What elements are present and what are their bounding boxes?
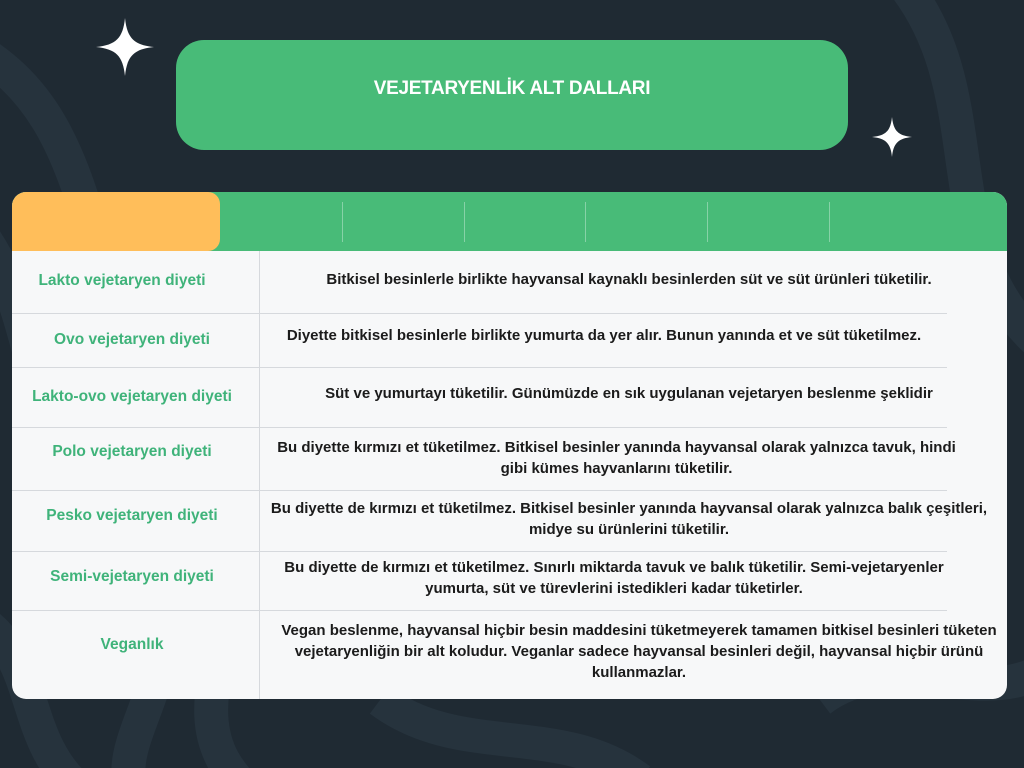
title-banner: [176, 40, 848, 150]
row-divider: [12, 427, 259, 428]
row-description: Bu diyette de kırmızı et tüketilmez. Bitkisel besinler yanında hayvansal olarak yalnızca balık çeşitleri, midye su ürünlerini tüketilir.: [270, 500, 988, 538]
row-label: Veganlık: [100, 635, 164, 653]
row-label: Semi-vejetaryen diyeti: [50, 567, 214, 585]
row-description: Bu diyette de kırmızı et tüketilmez. Sınırlı miktarda tavuk ve balık tüketilir. Semi-vejetaryenler yumurta, süt ve türevlerini istedikleri kadar tüketirler.: [284, 559, 944, 597]
header-accent: [12, 192, 220, 251]
row-description: Vegan beslenme, hayvansal hiçbir besin maddesini tüketmeyerek tamamen bitkisel besinleri tüketen vejetaryenliğin bir alt koludur. Veganlar sadece hayvansal besinleri değil, hayvansal hiçbir ürünü kullanmazlar.: [281, 622, 997, 681]
row-label: Pesko vejetaryen diyeti: [46, 506, 218, 524]
row-divider: [12, 610, 259, 611]
page-title: VEJETARYENLİK ALT DALLARI: [373, 78, 651, 99]
row-description: Süt ve yumurtayı tüketilir. Günümüzde en sık uygulanan vejetaryen beslenme şeklidir: [325, 385, 933, 402]
header-divider: [829, 202, 830, 242]
row-divider: [259, 490, 947, 491]
row-label: Lakto vejetaryen diyeti: [38, 271, 206, 289]
diet-table: [12, 192, 1007, 699]
row-divider: [259, 610, 947, 611]
row-divider: [259, 427, 947, 428]
row-description: Bu diyette kırmızı et tüketilmez. Bitkisel besinler yanında hayvansal olarak yalnızca tavuk, hindi gibi kümes hayvanlarını tüketilir.: [277, 439, 956, 477]
sparkle-icon: [872, 117, 912, 157]
header-divider: [585, 202, 586, 242]
row-label: Ovo vejetaryen diyeti: [54, 330, 210, 348]
row-divider: [12, 551, 259, 552]
row-description: Diyette bitkisel besinlerle birlikte yumurta da yer alır. Bunun yanında et ve süt tüketilmez.: [286, 327, 922, 344]
row-divider: [259, 551, 947, 552]
row-description: Bitkisel besinlerle birlikte hayvansal kaynaklı besinlerden süt ve süt ürünleri tüketilir.: [326, 271, 932, 288]
sparkle-icon: [96, 18, 154, 76]
row-label: Lakto-ovo vejetaryen diyeti: [32, 387, 232, 405]
table-header: [12, 192, 1007, 251]
row-divider: [12, 367, 259, 368]
row-divider: [259, 313, 947, 314]
row-divider: [259, 367, 947, 368]
header-divider: [707, 202, 708, 242]
header-divider: [464, 202, 465, 242]
header-divider: [342, 202, 343, 242]
row-label: Polo vejetaryen diyeti: [52, 442, 212, 460]
row-divider: [12, 313, 259, 314]
column-divider: [259, 251, 260, 699]
row-divider: [12, 490, 259, 491]
